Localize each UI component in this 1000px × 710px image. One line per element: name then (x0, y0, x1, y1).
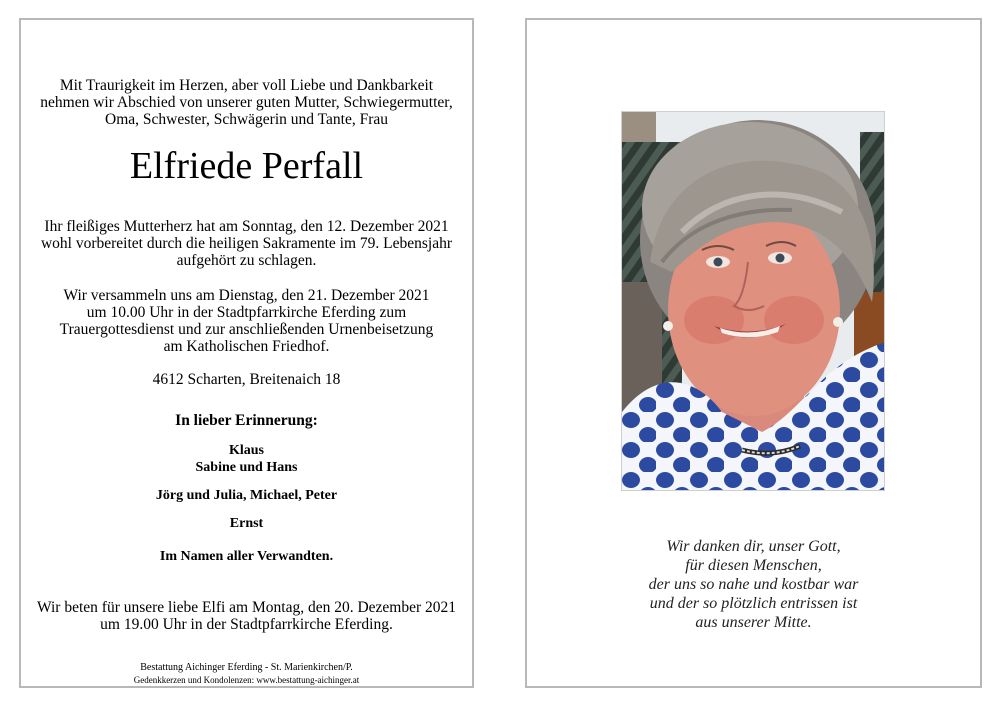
death-notice-line-1: Ihr fleißiges Mutterherz hat am Sonntag, den 12. Dezember 2021 (44, 218, 449, 235)
portrait-illustration (622, 112, 885, 491)
address: 4612 Scharten, Breitenaich 18 (152, 371, 341, 388)
intro-line-3: Oma, Schwester, Schwägerin und Tante, Frau (105, 111, 388, 128)
relatives-line: Im Namen aller Verwandten. (159, 549, 334, 564)
quote-line-4: und der so plötzlich entrissen ist (649, 595, 858, 612)
mourner-line-2: Sabine und Hans (195, 460, 298, 475)
prayer-line-1: Wir beten für unsere liebe Elfi am Montag, den 20. Dezember 2021 (36, 599, 457, 616)
quote-line-1: Wir danken dir, unser Gott, (666, 538, 841, 555)
mourner-line-1: Klaus (228, 443, 264, 458)
quote-line-5: aus unserer Mitte. (695, 614, 812, 631)
quote-line-3: der uns so nahe und kostbar war (648, 576, 859, 593)
mourner-line-3: Jörg und Julia, Michael, Peter (155, 488, 338, 503)
service-line-1: Wir versammeln uns am Dienstag, den 21. Dezember 2021 (63, 287, 430, 304)
mourner-line-4: Ernst (229, 516, 264, 531)
service-line-2: um 10.00 Uhr in der Stadtpfarrkirche Eferding zum (86, 304, 407, 321)
service-line-3: Trauergottesdienst und zur anschließenden Urnenbeisetzung (59, 321, 434, 338)
prayer-line-2: um 19.00 Uhr in der Stadtpfarrkirche Eferding. (100, 616, 393, 633)
obituary-left-panel (19, 18, 474, 688)
obituary-right-panel (525, 18, 982, 688)
deceased-name: Elfriede Perfall (129, 145, 364, 187)
intro-line-2: nehmen wir Abschied von unserer guten Mutter, Schwiegermutter, (40, 94, 453, 111)
footer-line-1: Bestattung Aichinger Eferding - St. Marienkirchen/P. (140, 662, 353, 673)
portrait-photo (621, 111, 885, 491)
quote-line-2: für diesen Menschen, (685, 557, 822, 574)
death-notice-line-3: aufgehört zu schlagen. (176, 252, 317, 269)
footer-line-2: Gedenkkerzen und Kondolenzen: www.bestattung-aichinger.at (133, 675, 360, 685)
intro-line-1: Mit Traurigkeit im Herzen, aber voll Liebe und Dankbarkeit (59, 77, 434, 94)
death-notice-line-2: wohl vorbereitet durch die heiligen Sakramente im 79. Lebensjahr (40, 235, 453, 252)
service-line-4: am Katholischen Friedhof. (163, 338, 330, 355)
memory-heading: In lieber Erinnerung: (175, 412, 318, 429)
